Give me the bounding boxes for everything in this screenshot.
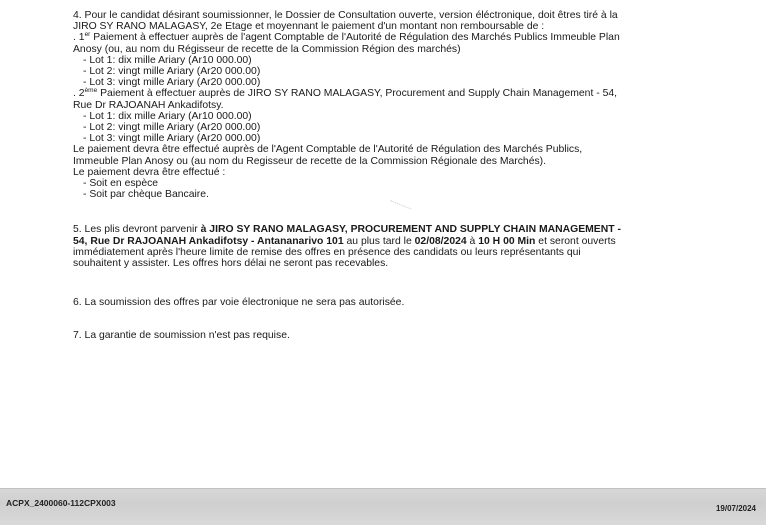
payment-2-superscript: ème <box>84 87 98 95</box>
section-5-line-4: souhaitent y assister. Les offres hors délai ne seront pas recevables. <box>73 258 389 270</box>
lot-line: - Lot 1: dix mille Ariary (Ar10 000.00) <box>83 54 252 66</box>
footer-bar <box>0 488 766 525</box>
lot-line: - Lot 2: vingt mille Ariary (Ar20 000.00) <box>83 122 261 134</box>
deadline-date: 02/08/2024 <box>414 235 467 247</box>
payment-2-line-1 <box>73 88 698 99</box>
section-6: 6. La soumission des offres par voie électronique ne sera pas autorisée. <box>73 297 405 309</box>
deadline-time: 10 H 00 Min <box>478 235 536 247</box>
payment-location-line-1: Le paiement devra être effectué auprès de l'Agent Comptable de l'Autorité de Régulation des Marchés Publics, <box>73 144 583 156</box>
section-7: 7. La garantie de soumission n'est pas requise. <box>73 330 290 342</box>
delivery-street-bold: 54, Rue Dr RAJOANAH Ankadifotsy - Antananarivo 101 <box>73 235 344 247</box>
section-4-intro-line-1: 4. Pour le candidat désirant soumissionner, le Dossier de Consultation ouverte, version éléctronique, doit êtres tiré à la <box>73 10 618 21</box>
section-4 <box>73 10 698 200</box>
payment-2-number: . 2 <box>73 88 85 100</box>
lot-line: - Lot 1: dix mille Ariary (Ar10 000.00) <box>83 110 252 122</box>
payment-location-line-2: Immeuble Plan Anosy ou (au nom du Regisseur de recette de la Commission Régionale des Marchés). <box>73 155 547 167</box>
payment-1-superscript: er <box>84 31 91 39</box>
lot-line: - Lot 2: vingt mille Ariary (Ar20 000.00) <box>83 66 261 78</box>
payment-2-text: Paiement à effectuer auprès de JIRO SY RANO MALAGASY, Procurement and Supply Chain Management - 54, <box>97 88 618 100</box>
section-5-lead: 5. Les plis devront parvenir <box>73 224 201 236</box>
payment-1-text: Paiement à effectuer auprès de l'agent Comptable de l'Autorité de Régulation des Marchés Publics Immeuble Plan <box>90 32 620 44</box>
payment-mode-heading: Le paiement devra être effectué : <box>73 166 226 178</box>
payment-1-line-2: Anosy (ou, au nom du Régisseur de recette de la Commission Région des marchés) <box>73 43 461 55</box>
document-body <box>73 10 698 342</box>
footer-date: 19/07/2024 <box>715 504 756 513</box>
section-5-line-1 <box>73 224 698 235</box>
opening-text: et seront ouverts <box>535 235 616 247</box>
section-5 <box>73 224 698 269</box>
payment-mode-line: - Soit par chèque Bancaire. <box>83 189 209 201</box>
lot-line: - Lot 3: vingt mille Ariary (Ar20 000.00) <box>83 133 261 145</box>
section-5-line-2 <box>73 236 698 247</box>
section-5-line-3: immédiatement après l'heure limite de remise des offres en présence des candidats ou leurs représentants qui <box>73 246 581 258</box>
payment-2-line-2: Rue Dr RAJOANAH Ankadifotsy. <box>73 99 224 111</box>
deadline-connector: à <box>466 235 479 247</box>
payment-1-line-1 <box>73 32 698 43</box>
section-4-intro-line-2: JIRO SY RANO MALAGASY, 2e Etage et moyennant le paiement d'un montant non remboursable de : <box>73 21 545 33</box>
payment-1-number: . 1 <box>73 32 85 44</box>
payment-mode-line: - Soit en espèce <box>83 178 159 190</box>
footer-reference: ACPX_2400060-112CPX003 <box>6 498 116 508</box>
deadline-lead: au plus tard le <box>343 235 415 247</box>
delivery-address-bold: à JIRO SY RANO MALAGASY, PROCUREMENT AND SUPPLY CHAIN MANAGEMENT - <box>200 224 621 236</box>
lot-line: - Lot 3: vingt mille Ariary (Ar20 000.00) <box>83 77 261 89</box>
